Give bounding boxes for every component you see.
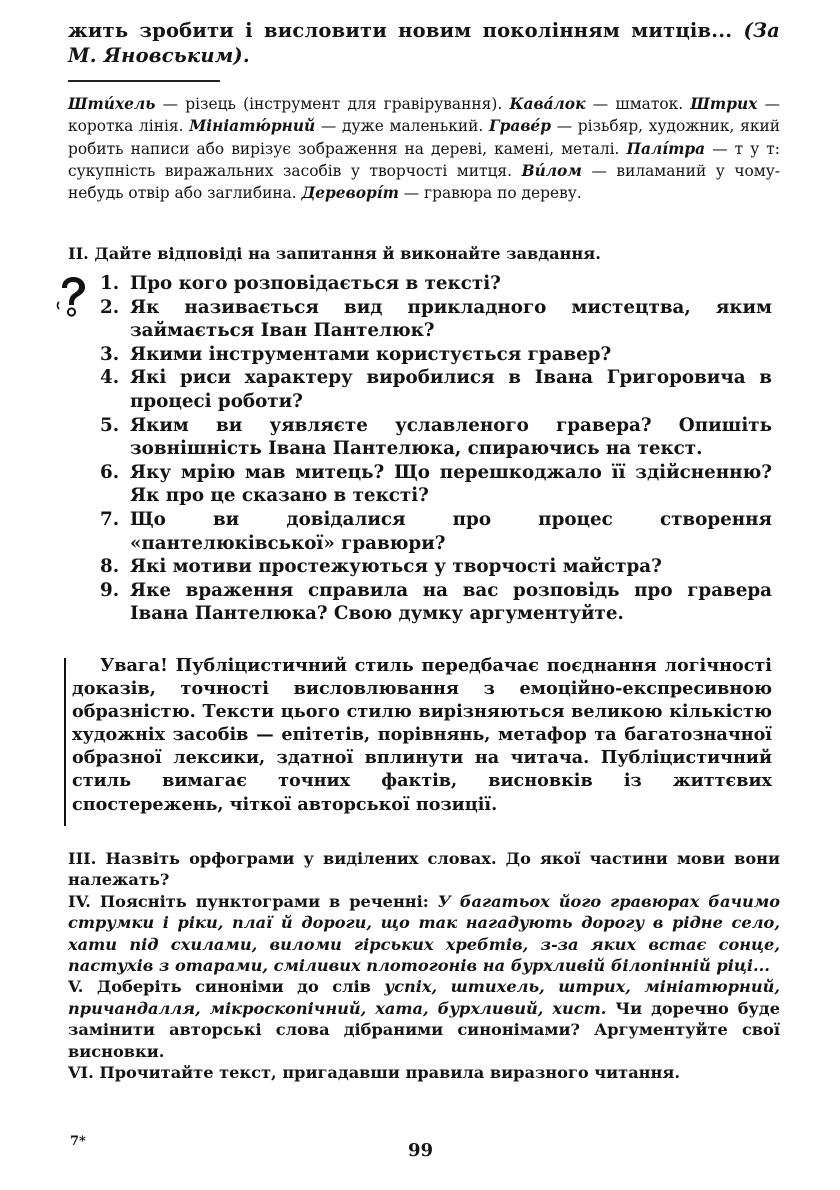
glossary-term: Граве́р <box>488 117 551 136</box>
question-text: Що ви довідалися про процес створення «пантелюківської» гравюри? <box>130 508 772 554</box>
note-side-bar <box>64 658 66 826</box>
signature-mark: 7* <box>70 1134 86 1149</box>
glossary-term: Штрих <box>690 95 758 113</box>
question-text: Які мотиви простежуються у творчості майстра? <box>130 556 662 578</box>
task-5: V. Доберіть синоніми до слів успіх, штихель, штрих, мініатюрний, причандалля, мікроскопічний, хата, бурхливий, хист. Чи доречно буде замінити авторські слова дібраними синонімами? Аргументуйте свої висновки. <box>68 977 780 1061</box>
tasks-block <box>68 848 780 1083</box>
question-text: Яке враження справила на вас розповідь про гравера Івана Пантелюка? Свою думку аргументуйте. <box>130 579 772 625</box>
glossary-definition: — коротка лінія. <box>68 95 780 136</box>
question-number: 5. <box>100 414 120 436</box>
glossary-definition: — шматок. <box>585 95 691 113</box>
task-3: III. Назвіть орфограми у виділених словах. До якої частини мови вони належать? <box>68 849 780 890</box>
glossary-term: Шти́хель <box>68 95 156 113</box>
intro-paragraph <box>68 18 780 68</box>
glossary-term: Дереворі́т <box>301 184 399 203</box>
section-2-heading: II. Дайте відповіді на запитання й виконайте завдання. <box>68 244 601 263</box>
note-text: Увага! Публіцистичний стиль передбачає поєднання логічності доказів, точності висловлювання з емоційно-експресивною образністю. Тексти цього стилю вирізняються великою кількістю художніх засобів — епітетів, порівнянь, метафор та багатозначної образної лексики, здатної вплинути на читача. Публіцистичний стиль вимагає точних фактів, висновків із життєвих спостережень, чіткої авторської позиції. <box>72 655 772 815</box>
glossary-definition: — виламаний у чому-небудь отвір або заглибина. <box>68 161 780 203</box>
glossary-definition: — дуже маленький. <box>315 117 489 136</box>
question-item <box>100 343 772 367</box>
glossary-definition: — різець (інструмент для гравірування). <box>155 95 510 113</box>
intro-text: жить зробити і висловити новим поколінням митців... <box>68 19 733 42</box>
task-4-quote: У багатьох його гравюрах бачимо струмки і ріки, плаї й дороги, що так нагадують дорогу в рідне село, хати під схилами, виломи гірських хребтів, з-за яких встає сонце, пастухів з отарами, сміливих плотогонів на бурхливій білопінній ріці... <box>68 891 780 976</box>
question-text: Яку мрію мав митець? Що перешкоджало її здійсненню? Як про це сказано в тексті? <box>130 461 772 507</box>
question-number: 9. <box>100 579 120 601</box>
glossary-definition: — гравюра по дереву. <box>398 184 582 203</box>
intro-citation: (За М. Яновським). <box>68 19 780 67</box>
question-number: 3. <box>100 343 120 365</box>
question-number: 1. <box>100 273 120 294</box>
question-item <box>100 555 772 579</box>
footnote-divider <box>68 80 220 82</box>
question-item <box>100 296 772 343</box>
question-text: Яким ви уявляєте уславленого гравера? Опишіть зовнішність Івана Пантелюка, спираючись на текст. <box>130 414 772 460</box>
question-item <box>100 272 772 296</box>
task-4: IV. Поясніть пунктограми в реченні: У багатьох його гравюрах бачимо струмки і ріки, плаї й дороги, що так нагадують дорогу в рідне село, хати під схилами, виломи гірських хребтів, з-за яких встає сонце, пастухів з отарами, сміливих плотогонів на бурхливій білопінній ріці... <box>68 891 780 976</box>
question-text: Які риси характеру виробилися в Івана Григоровича в процесі роботи? <box>130 367 772 412</box>
glossary <box>68 93 780 204</box>
question-item <box>100 366 772 413</box>
glossary-term: Мініатю́рний <box>189 117 316 136</box>
page-number: 99 <box>408 1140 434 1161</box>
question-text: Про кого розповідається в тексті? <box>130 273 501 294</box>
question-item <box>100 461 772 508</box>
glossary-definition: — різьбяр, художник, який робить написи або вирізує зображення на дереві, камені, металі. <box>68 117 780 158</box>
question-number: 6. <box>100 461 120 483</box>
task-6: VI. Прочитайте текст, пригадавши правила виразного читання. <box>68 1063 680 1083</box>
glossary-term: Палі́тра <box>626 139 706 158</box>
question-number: 4. <box>100 367 120 389</box>
task-5-words: успіх, штихель, штрих, мініатюрний, причандалля, мікроскопічний, хата, бурхливий, хист. <box>68 977 780 1018</box>
question-mark-icon <box>56 276 88 320</box>
question-text: Якими інструментами користується гравер? <box>130 343 612 365</box>
question-item <box>100 414 772 461</box>
glossary-term: Ви́лом <box>521 161 582 180</box>
question-number: 7. <box>100 508 120 530</box>
questions-list <box>100 272 772 626</box>
glossary-term: Кава́лок <box>509 95 586 113</box>
glossary-definition: — т у т: сукупність виражальних засобів у творчості митця. <box>68 139 780 180</box>
question-number: 2. <box>100 296 120 318</box>
question-number: 8. <box>100 556 120 578</box>
question-item <box>100 508 772 555</box>
question-text: Як називається вид прикладного мистецтва, яким займається Іван Пантелюк? <box>130 296 772 342</box>
question-item <box>100 579 772 626</box>
attention-note <box>72 654 772 816</box>
